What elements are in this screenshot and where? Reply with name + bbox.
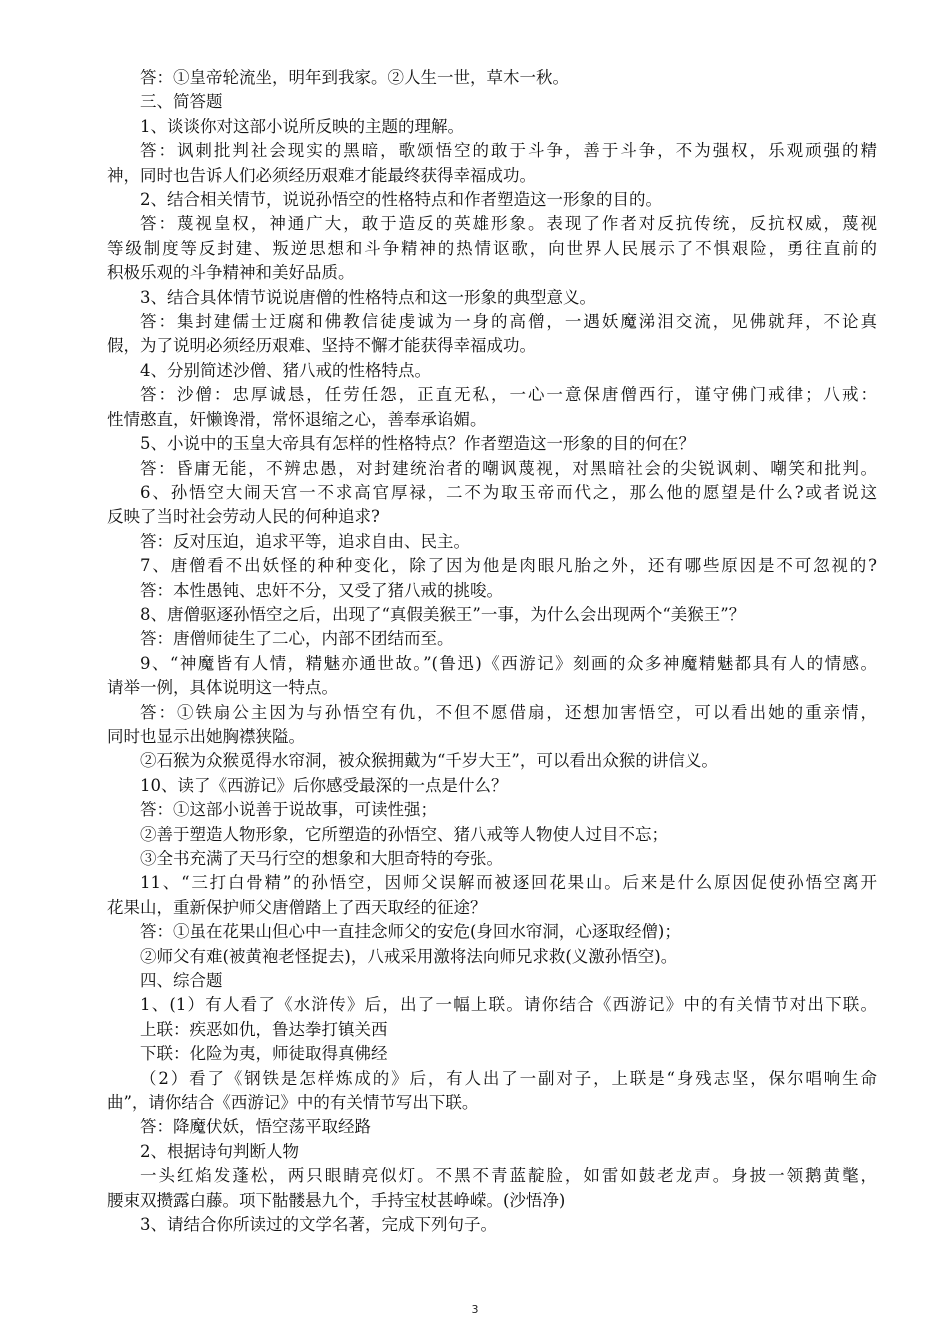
text-line: 性情憨直，奸懒谗滑，常怀退缩之心，善奉承谄媚。 xyxy=(107,409,487,429)
document-page xyxy=(107,66,877,1238)
text-line: 答：反对压迫，追求平等，追求自由、民主。 xyxy=(140,531,470,551)
page-number: 3 xyxy=(471,1303,479,1316)
text-line: 答：本性愚钝、忠奸不分，又受了猪八戒的挑唆。 xyxy=(140,580,503,600)
text-line: 积极乐观的斗争精神和美好品质。 xyxy=(107,263,355,283)
text-line: 一头红焰发蓬松，两只眼睛亮似灯。不黑不青蓝靛脸，如雷如鼓老龙声。身披一领鹅黄氅， xyxy=(140,1166,877,1186)
text-line: 9、“神魔皆有人情，精魅亦通世故。”(鲁迅)《西游记》刻画的众多神魔精魅都具有人的情感。 xyxy=(140,653,877,673)
text-line: 答：集封建儒士迂腐和佛教信徒虔诚为一身的高僧，一遇妖魔涕泪交流，见佛就拜，不论真 xyxy=(140,312,877,332)
text-line: 2、结合相关情节，说说孙悟空的性格特点和作者塑造这一形象的目的。 xyxy=(140,190,662,210)
text-line: 等级制度等反封建、叛逆思想和斗争精神的热情讴歌，向世界人民展示了不惧艰险，勇往直前的 xyxy=(107,238,877,258)
text-line: 8、唐僧驱逐孙悟空之后，出现了“真假美猴王”一事，为什么会出现两个“美猴王”？ xyxy=(140,604,746,624)
text-line: 假，为了说明必须经历艰难、坚持不懈才能获得幸福成功。 xyxy=(107,336,536,356)
text-line: 曲”，请你结合《西游记》中的有关情节写出下联。 xyxy=(107,1093,479,1113)
text-line: 答：昏庸无能，不辨忠愚，对封建统治者的嘲讽蔑视，对黑暗社会的尖锐讽刺、嘲笑和批判。 xyxy=(140,458,877,478)
text-line: 答：①这部小说善于说故事，可读性强； xyxy=(140,800,437,820)
text-line: ②善于塑造人物形象，它所塑造的孙悟空、猪八戒等人物使人过目不忘； xyxy=(140,824,668,844)
text-line: 答：①皇帝轮流坐，明年到我家。②人生一世，草木一秋。 xyxy=(140,68,569,87)
text-line: 2、根据诗句判断人物 xyxy=(140,1141,299,1161)
text-line: 答：沙僧：忠厚诚恳，任劳任怨，正直无私，一心一意保唐僧西行，谨守佛门戒律；八戒： xyxy=(140,385,877,405)
text-line: ②师父有难(被黄袍老怪捉去)，八戒采用激将法向师兄求救(义激孙悟空)。 xyxy=(140,946,678,966)
text-line: 答：①铁扇公主因为与孙悟空有仇，不但不愿借扇，还想加害悟空，可以看出她的重亲情， xyxy=(140,702,877,722)
text-line: 6、孙悟空大闹天宫一不求高官厚禄，二不为取玉帝而代之，那么他的愿望是什么?或者说这 xyxy=(140,482,877,502)
text-line: 下联：化险为夷，师徒取得真佛经 xyxy=(140,1044,388,1064)
text-line: 反映了当时社会劳动人民的何种追求? xyxy=(107,507,380,527)
text-line: 同时也显示出她胸襟狭隘。 xyxy=(107,726,305,746)
text-line: 请举一例，具体说明这一特点。 xyxy=(107,678,338,698)
text-line: 答：讽刺批判社会现实的黑暗，歌颂悟空的敢于斗争，善于斗争，不为强权，乐观顽强的精 xyxy=(140,141,877,161)
text-line: 5、小说中的玉皇大帝具有怎样的性格特点？作者塑造这一形象的目的何在？ xyxy=(140,434,695,454)
text-line: 四、综合题 xyxy=(140,971,223,991)
text-line: 三、简答题 xyxy=(140,92,223,112)
text-line: 11、“三打白骨精”的孙悟空，因师父误解而被逐回花果山。后来是什么原因促使孙悟空离开 xyxy=(140,873,877,893)
text-line: 答：降魔伏妖，悟空荡平取经路 xyxy=(140,1117,371,1137)
text-line: ②石猴为众猴觅得水帘洞，被众猴拥戴为“千岁大王”，可以看出众猴的讲信义。 xyxy=(140,751,718,771)
text-line: 上联：疾恶如仇，鲁达拳打镇关西 xyxy=(140,1019,388,1039)
text-line: 花果山，重新保护师父唐僧踏上了西天取经的征途？ xyxy=(107,897,487,917)
text-line: 答：①虽在花果山但心中一直挂念师父的安危(身回水帘洞，心逐取经僧)； xyxy=(140,922,681,942)
text-line: 7、唐僧看不出妖怪的种种变化，除了因为他是肉眼凡胎之外，还有哪些原因是不可忽视的? xyxy=(140,556,877,576)
text-line: 3、请结合你所读过的文学名著，完成下列句子。 xyxy=(140,1215,497,1235)
text-line: 1、谈谈你对这部小说所反映的主题的理解。 xyxy=(140,116,464,136)
text-line: 1、(1）有人看了《水浒传》后，出了一幅上联。请你结合《西游记》中的有关情节对出下联。 xyxy=(140,995,877,1015)
text-line: 3、结合具体情节说说唐僧的性格特点和这一形象的典型意义。 xyxy=(140,287,596,307)
text-line: 4、分别简述沙僧、猪八戒的性格特点。 xyxy=(140,360,431,380)
text-line: （2）看了《钢铁是怎样炼成的》后，有人出了一副对子，上联是“身残志坚，保尔唱响生命 xyxy=(140,1068,877,1088)
text-line: 腰束双攒露白藤。项下骷髅悬九个，手持宝杖甚峥嵘。(沙悟净) xyxy=(107,1190,566,1210)
text-line: 答：唐僧师徒生了二心，内部不团结而至。 xyxy=(140,629,454,649)
text-line: 10、读了《西游记》后你感受最深的一点是什么？ xyxy=(140,775,508,795)
text-line: 答：蔑视皇权，神通广大，敢于造反的英雄形象。表现了作者对反抗传统，反抗权威，蔑视 xyxy=(140,214,877,234)
text-line: ③全书充满了天马行空的想象和大胆奇特的夸张。 xyxy=(140,849,503,868)
text-line: 神，同时也告诉人们必须经历艰难才能最终获得幸福成功。 xyxy=(107,165,536,185)
